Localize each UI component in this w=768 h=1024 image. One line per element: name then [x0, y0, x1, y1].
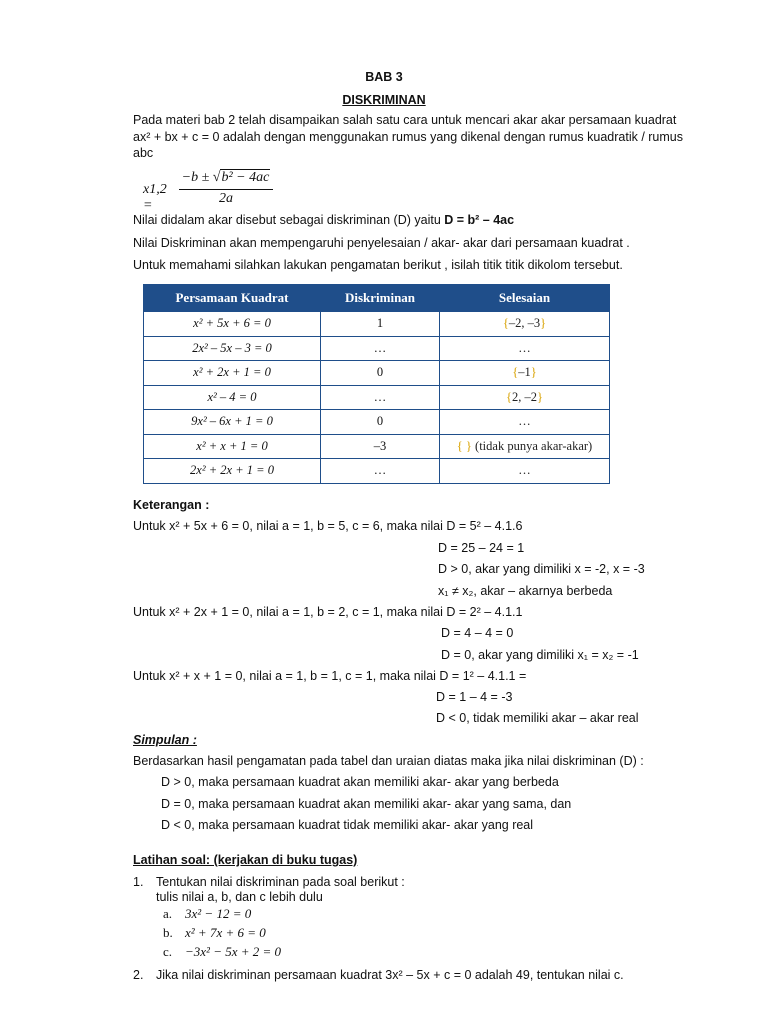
- table-cell-solution: {2, –2}: [440, 385, 610, 410]
- note-discriminant-text: Nilai didalam akar disebut sebagai diskriminan (D) yaitu: [133, 213, 445, 227]
- case-3-main: Untuk x² + x + 1 = 0, nilai a = 1, b = 1, c = 1, maka nilai D = 1² – 4.1.1 =: [133, 669, 527, 683]
- case-2-main: Untuk x² + 2x + 1 = 0, nilai a = 1, b = 2, c = 1, maka nilai D = 2² – 4.1.1: [133, 605, 523, 619]
- table-header-discriminant: Diskriminan: [321, 285, 440, 312]
- table-header-equation: Persamaan Kuadrat: [144, 285, 321, 312]
- simpulan-point-negative: D < 0, maka persamaan kuadrat tidak memiliki akar- akar yang real: [161, 818, 534, 832]
- simpulan-point-positive: D > 0, maka persamaan kuadrat akan memiliki akar- akar yang berbeda: [161, 775, 559, 789]
- intro-line-2: ax² + bx + c = 0 adalah dengan menggunakan rumus yang dikenal dengan rumus kuadratik / rumus: [133, 130, 683, 144]
- note-influence: Nilai Diskriminan akan mempengaruhi penyelesaian / akar- akar dari persamaan kuadrat .: [133, 236, 630, 250]
- item-equation: x² + 7x + 6 = 0: [185, 925, 266, 940]
- case-1-step-4: x₁ ≠ x₂, akar – akarnya berbeda: [438, 584, 613, 598]
- table-cell-solution: { } (tidak punya akar-akar): [440, 434, 610, 459]
- question-1-item-b: [163, 925, 266, 941]
- question-2-text: Jika nilai diskriminan persamaan kuadrat 3x² – 5x + c = 0 adalah 49, tentukan nilai c.: [156, 968, 624, 982]
- table-row: [144, 434, 610, 459]
- fraction-bar: [179, 189, 273, 190]
- formula-denominator: 2a: [219, 191, 233, 206]
- case-1-step-3: D > 0, akar yang dimiliki x = -2, x = -3: [438, 562, 645, 576]
- table-cell-solution: …: [440, 336, 610, 361]
- question-1-text: Tentukan nilai diskriminan pada soal berikut :: [156, 875, 405, 889]
- case-3-step-3: D < 0, tidak memiliki akar – akar real: [436, 711, 639, 725]
- table-cell-equation: x² + 2x + 1 = 0: [144, 361, 321, 386]
- question-1-item-a: [163, 906, 251, 922]
- table-header-row: [144, 285, 610, 312]
- formula-fraction: [179, 170, 273, 207]
- item-letter: c.: [163, 944, 173, 959]
- table-cell-solution: …: [440, 410, 610, 435]
- case-3-step-2: D = 1 – 4 = -3: [436, 690, 513, 704]
- item-letter: a.: [163, 906, 173, 921]
- discriminant-table: [143, 284, 610, 484]
- table-cell-discriminant: …: [321, 459, 440, 484]
- table-cell-equation: x² – 4 = 0: [144, 385, 321, 410]
- table-cell-equation: x² + x + 1 = 0: [144, 434, 321, 459]
- table-row: [144, 336, 610, 361]
- item-equation: 3x² − 12 = 0: [185, 906, 252, 921]
- simpulan-point-zero: D = 0, maka persamaan kuadrat akan memiliki akar- akar yang sama, dan: [161, 797, 572, 811]
- simpulan-title: Simpulan :: [133, 733, 197, 747]
- topic-title: DISKRIMINAN: [342, 93, 426, 107]
- table-header-solution: Selesaian: [440, 285, 610, 312]
- table-row: [144, 385, 610, 410]
- case-2-step-2: D = 4 – 4 = 0: [441, 626, 514, 640]
- table-cell-discriminant: 0: [321, 410, 440, 435]
- formula-lhs: x1,2 =: [143, 182, 167, 213]
- table-row: [144, 410, 610, 435]
- note-discriminant-formula: D = b² – 4ac: [444, 213, 515, 227]
- simpulan-intro: Berdasarkan hasil pengamatan pada tabel dan uraian diatas maka jika nilai diskriminan (D) :: [133, 754, 644, 768]
- item-equation: −3x² − 5x + 2 = 0: [185, 944, 282, 959]
- table-cell-discriminant: …: [321, 336, 440, 361]
- table-row: [144, 459, 610, 484]
- question-1-subtext: tulis nilai a, b, dan c lebih dulu: [156, 890, 323, 904]
- table-cell-discriminant: 0: [321, 361, 440, 386]
- case-2-step-3: D = 0, akar yang dimiliki x₁ = x₂ = -1: [441, 648, 639, 662]
- note-discriminant: [133, 213, 514, 227]
- table-cell-discriminant: 1: [321, 312, 440, 337]
- table-cell-solution: {–2, –3}: [440, 312, 610, 337]
- table-row: [144, 361, 610, 386]
- question-2-number: 2.: [133, 968, 144, 982]
- case-1-main: Untuk x² + 5x + 6 = 0, nilai a = 1, b = 5, c = 6, maka nilai D = 5² – 4.1.6: [133, 519, 523, 533]
- table-cell-discriminant: …: [321, 385, 440, 410]
- table-cell-discriminant: –3: [321, 434, 440, 459]
- intro-line-1: Pada materi bab 2 telah disampaikan salah satu cara untuk mencari akar akar persamaan kuadrat: [133, 113, 677, 127]
- latihan-title: Latihan soal: (kerjakan di buku tugas): [133, 853, 358, 867]
- chapter-title: BAB 3: [365, 70, 403, 84]
- table-cell-equation: x² + 5x + 6 = 0: [144, 312, 321, 337]
- table-cell-solution: {–1}: [440, 361, 610, 386]
- intro-line-3: abc: [133, 146, 154, 160]
- table-cell-solution: …: [440, 459, 610, 484]
- table-cell-equation: 9x² – 6x + 1 = 0: [144, 410, 321, 435]
- table-cell-equation: 2x² + 2x + 1 = 0: [144, 459, 321, 484]
- keterangan-title: Keterangan :: [133, 498, 210, 512]
- formula-radicand: b² − 4ac: [221, 170, 270, 185]
- formula-numerator: [179, 170, 273, 188]
- case-1-step-2: D = 25 – 24 = 1: [438, 541, 525, 555]
- question-1-number: 1.: [133, 875, 144, 889]
- table-cell-equation: 2x² – 5x – 3 = 0: [144, 336, 321, 361]
- table-row: [144, 312, 610, 337]
- formula-numerator-prefix: −b ± √: [181, 170, 221, 185]
- question-1-item-c: [163, 944, 281, 960]
- note-instruction: Untuk memahami silahkan lakukan pengamatan berikut , isilah titik titik dikolom tersebut.: [133, 258, 623, 272]
- item-letter: b.: [163, 925, 173, 940]
